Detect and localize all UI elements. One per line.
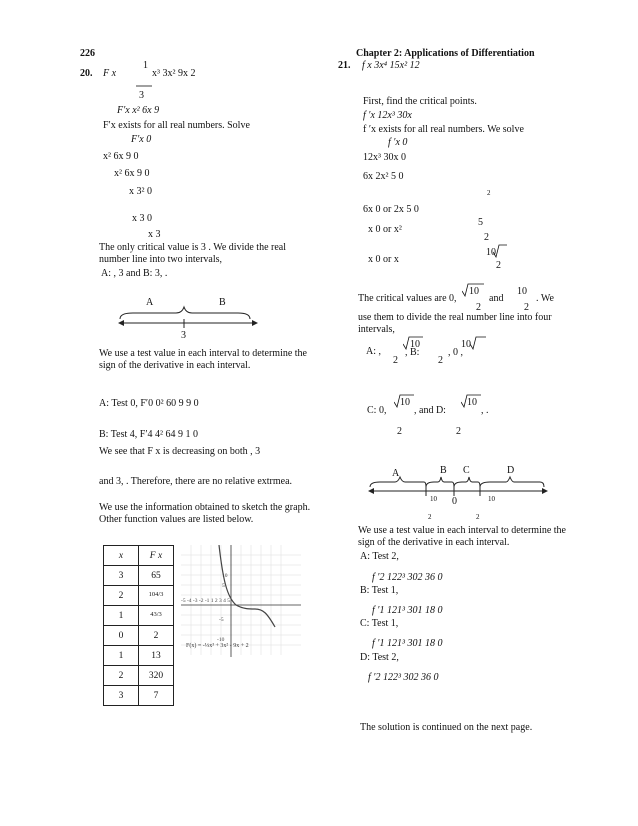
cell-x: 3 (104, 566, 139, 586)
p21-cv-a-den: 2 (476, 302, 481, 313)
p21-interval-b: , B: (405, 347, 420, 358)
p21-test-intro: We use a test value in each interval to determine the sign of the derivative in each interval. (358, 525, 566, 548)
p21-test-b-eq: f ′1 121³ 301 18 0 (372, 605, 443, 616)
p20-derivative: F′x x² 6x 9 (117, 105, 160, 116)
p21-divide-text: use them to divide the real number line into four intervals, (358, 312, 552, 335)
nl-left-tick: 3 (181, 330, 186, 341)
number-line-left (118, 305, 258, 337)
chapter-title: Chapter 2: Applications of Differentiation (356, 48, 535, 59)
cell-f: 2 (139, 626, 174, 646)
p20-critical-text: The only critical value is 3 . We divide the real number line into two intervals, (99, 242, 287, 265)
values-table (103, 545, 174, 706)
p20-intervals: A: , 3 and B: 3, . (101, 268, 168, 279)
p21-interval-c-val: 10 (400, 397, 410, 408)
number-line-right (368, 475, 548, 499)
cell-x: 1 (104, 606, 139, 626)
nl-right-tick-3-den: 2 (476, 513, 480, 521)
table-row (104, 666, 174, 686)
cell-f: 320 (139, 666, 174, 686)
p20-test-intro: We use a test value in each interval to determine the sign of the derivative in each interval. (99, 348, 307, 371)
p21-derivative: f ′x 12x³ 30x (363, 110, 412, 121)
page-number: 226 (80, 48, 95, 59)
cell-f: 104/3 (139, 586, 174, 606)
cell-x: 0 (104, 626, 139, 646)
p21-solve-eq: f ′x 0 (388, 137, 408, 148)
p21-interval-b-den: 2 (438, 355, 443, 366)
p20-solve-eq: F′x 0 (131, 134, 152, 145)
p21-interval-c-den: 2 (397, 426, 402, 437)
table-row (104, 646, 174, 666)
graph-y-tick: 5 (222, 583, 225, 589)
p21-interval-d-end: , . (481, 405, 489, 416)
p21-cv-and: and (489, 293, 504, 304)
table-row (104, 686, 174, 706)
p21-exists-text: f ′x exists for all real numbers. We solve (363, 124, 524, 135)
p20-test-b: B: Test 4, F′4 4² 64 9 1 0 (99, 429, 199, 440)
table-header-f: F x (139, 546, 174, 566)
p20-function-rest: x³ 3x² 9x 2 (152, 68, 196, 79)
graph-y-tick: 10 (222, 573, 228, 579)
p20-decreasing: We see that F x is decreasing on both , 3 (99, 446, 261, 457)
nl-right-tick-2: 0 (452, 496, 457, 507)
p21-interval-d-val: 10 (467, 397, 477, 408)
p21-critical-values: The critical values are 0, (358, 293, 457, 304)
nl-right-label-a: A (392, 468, 400, 479)
p21-step-4-num: 5 (478, 217, 483, 228)
p21-interval-d-sqrt (461, 394, 481, 408)
p21-step-3: 6x 0 or 2x 5 0 (363, 204, 419, 215)
p21-interval-d: , and D: (414, 405, 446, 416)
p21-test-d-eq: f ′2 122³ 302 36 0 (368, 672, 439, 683)
cell-x: 2 (104, 586, 139, 606)
p21-step-5-sqrt (493, 244, 507, 258)
p21-interval-a-den: 2 (393, 355, 398, 366)
p20-step-4: x 3 0 (132, 213, 152, 224)
p21-find-critical: First, find the critical points. (363, 96, 477, 107)
p21-test-a-eq: f ′2 122³ 302 36 0 (372, 572, 443, 583)
p21-interval-d-den: 2 (456, 426, 461, 437)
p21-interval-b-end: , 0 , (448, 347, 463, 358)
cell-x: 3 (104, 686, 139, 706)
graph-x-ticks: -5 -4 -3 -2 -1 1 2 3 4 5 (181, 598, 231, 604)
p20-step-2: x² 6x 9 0 (114, 168, 150, 179)
p21-test-b: B: Test 1, (360, 585, 399, 596)
problem-21-number: 21. (338, 60, 351, 71)
p21-step-4-den: 2 (484, 232, 489, 243)
p21-step-4: x 0 or x² (368, 224, 402, 235)
cell-x: 2 (104, 666, 139, 686)
p21-step-1: 12x³ 30x 0 (363, 152, 406, 163)
p21-interval-a-val: 10 (410, 339, 420, 350)
p21-step-5-num: 10 (486, 247, 496, 258)
p20-step-3: x 3² 0 (129, 186, 152, 197)
p20-exists-text: F′x exists for all real numbers. Solve (103, 120, 250, 131)
p21-cv-a: 10 (469, 286, 479, 297)
p21-test-d: D: Test 2, (360, 652, 399, 663)
cell-x: 1 (104, 646, 139, 666)
p21-cv-b: 10 (517, 286, 527, 297)
nl-right-tick-1-den: 2 (428, 513, 432, 521)
nl-left-label-a: A (146, 297, 154, 308)
cell-f: 7 (139, 686, 174, 706)
nl-right-label-c: C (463, 465, 470, 476)
nl-right-tick-1: 10 (430, 495, 437, 503)
p20-frac-den: 3 (139, 90, 144, 101)
p20-function-name: F x (103, 68, 117, 79)
problem-20-number: 20. (80, 68, 93, 79)
graph-caption: F(x) = -⅓x³ + 3x² - 9x + 2 (186, 643, 249, 649)
function-curve (219, 545, 275, 627)
p21-test-c: C: Test 1, (360, 618, 399, 629)
nl-right-tick-3: 10 (488, 495, 495, 503)
p21-test-a: A: Test 2, (360, 551, 399, 562)
table-row (104, 626, 174, 646)
p21-step-3-sup: 2 (487, 189, 491, 197)
p21-cv-a-sqrt (462, 283, 484, 297)
table-row (104, 586, 174, 606)
p21-cv-b-den: 2 (524, 302, 529, 313)
p20-frac-num: 1 (143, 60, 148, 71)
p21-interval-a: A: , (366, 346, 381, 357)
p21-interval-c: C: 0, (367, 405, 387, 416)
p20-sketch-text: We use the information obtained to sketch the graph. Other function values are listed below. (99, 502, 311, 525)
p20-test-a: A: Test 0, F′0 0² 60 9 9 0 (99, 398, 199, 409)
table-header-row (104, 546, 174, 566)
p21-interval-b-val: 10 (461, 339, 471, 350)
graph-y-tick: -10 (217, 637, 225, 643)
p21-step-2: 6x 2x² 5 0 (363, 171, 404, 182)
p20-no-extrema: and 3, . Therefore, there are no relative extrmea. (99, 476, 293, 487)
p21-step-5-den: 2 (496, 260, 501, 271)
p21-function: f x 3x⁴ 15x² 12 (362, 60, 420, 71)
table-row (104, 606, 174, 626)
cell-f: 65 (139, 566, 174, 586)
cell-f: 13 (139, 646, 174, 666)
p20-step-5: x 3 (148, 229, 161, 240)
p21-cv-end: . We (536, 293, 554, 304)
p20-frac-bar (136, 85, 152, 87)
table-header-x: x (104, 546, 139, 566)
nl-left-label-b: B (219, 297, 226, 308)
p21-interval-c-sqrt (394, 394, 414, 408)
p20-step-1: x² 6x 9 0 (103, 151, 139, 162)
continued-note: The solution is continued on the next page. (360, 722, 533, 733)
p21-step-5: x 0 or x (368, 254, 399, 265)
nl-right-label-b: B (440, 465, 447, 476)
cell-f: 43/3 (139, 606, 174, 626)
p21-interval-b-sqrt (470, 336, 486, 350)
table-row (104, 566, 174, 586)
p21-test-c-eq: f ′1 121³ 301 18 0 (372, 638, 443, 649)
graph-y-tick: -5 (219, 617, 224, 623)
nl-right-label-d: D (507, 465, 515, 476)
